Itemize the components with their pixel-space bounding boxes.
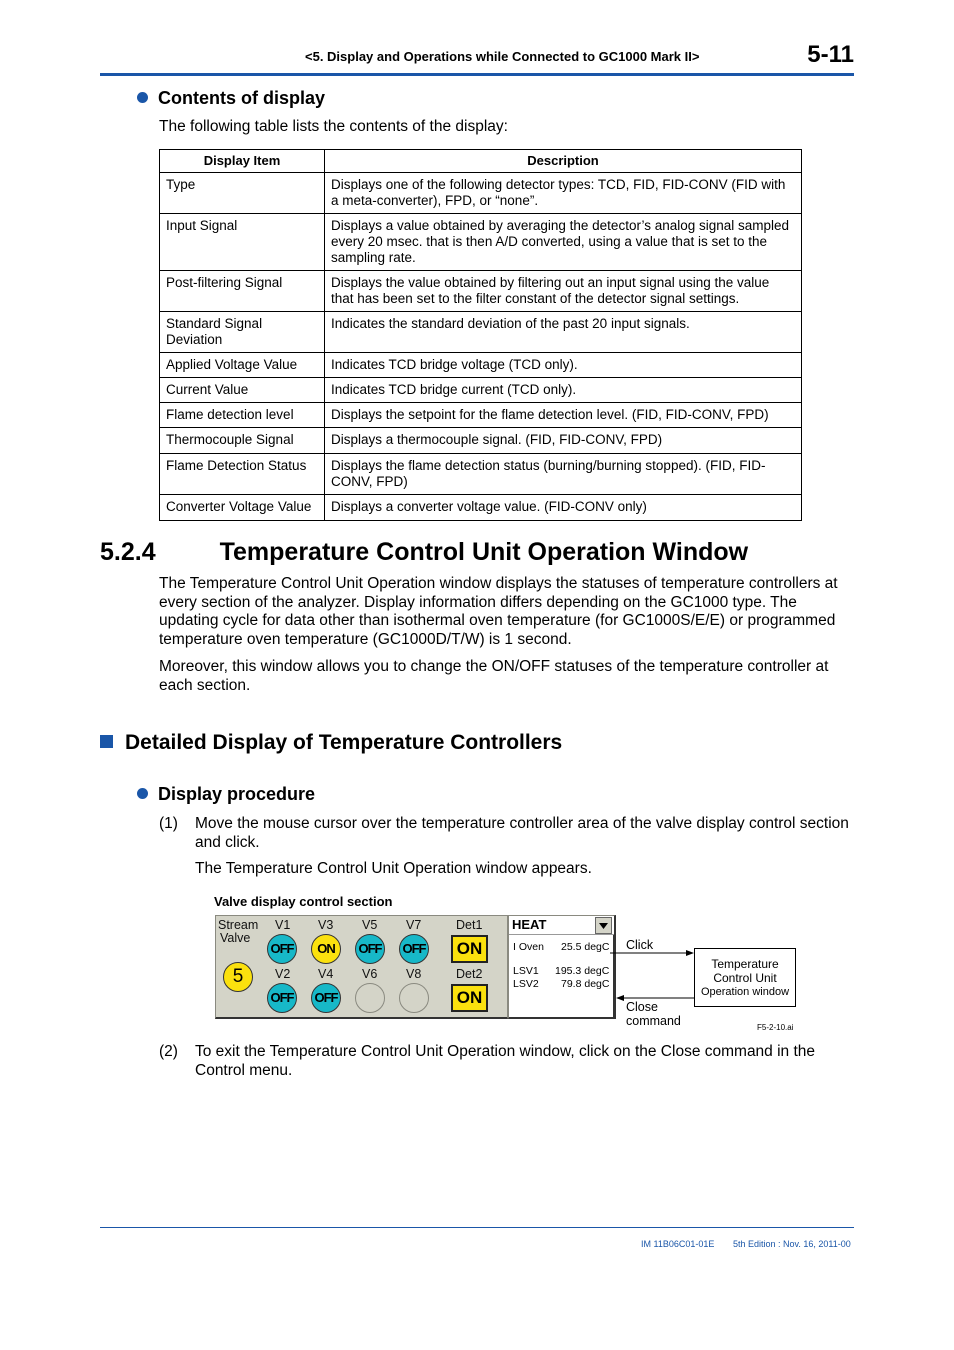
table-header-row	[160, 150, 802, 173]
valve-v3-button[interactable]: ON	[311, 934, 341, 964]
contents-intro: The following table lists the contents of the display:	[159, 118, 508, 135]
valve-v8-label: V8	[406, 967, 422, 981]
contents-table	[159, 149, 802, 521]
table-row	[160, 454, 802, 495]
step-1-text: Move the mouse cursor over the temperature controller area of the valve display control section and click.	[195, 815, 849, 851]
row-description: Indicates the standard deviation of the past 20 input signals.	[325, 312, 802, 353]
mode-select-value: HEAT	[512, 917, 547, 932]
table-row	[160, 214, 802, 271]
det2-label: Det2	[456, 967, 483, 981]
tc-row-name: LSV1	[513, 965, 539, 977]
det1-button[interactable]: ON	[451, 935, 488, 963]
section-title: 5.2.4 Temperature Control Unit Operation Window	[100, 538, 749, 566]
tc-row-value: 195.3 degC	[555, 965, 610, 977]
tc-row-name: LSV2	[513, 978, 539, 990]
running-header: <5. Display and Operations while Connected to GC1000 Mark II>	[305, 49, 700, 64]
table-row	[160, 312, 802, 353]
table-row	[160, 353, 802, 378]
tc-row-value: 79.8 degC	[561, 978, 610, 990]
row-description: Indicates TCD bridge voltage (TCD only).	[325, 353, 802, 378]
valve-v8-button[interactable]	[399, 983, 429, 1013]
square-bullet-icon	[100, 735, 113, 748]
row-item: Converter Voltage Value	[160, 495, 325, 521]
operation-window-box: Temperature Control Unit Operation window	[694, 948, 796, 1007]
det2-button[interactable]: ON	[451, 984, 488, 1012]
valve-v1-label: V1	[275, 918, 291, 932]
row-description: Displays the setpoint for the flame detection level. (FID, FID-CONV, FPD)	[325, 403, 802, 428]
bullet-icon	[137, 92, 148, 103]
valve-v6-button[interactable]	[355, 983, 385, 1013]
document-id: IM 11B06C01-01E	[641, 1239, 715, 1249]
valve-v7-button[interactable]: OFF	[399, 934, 429, 964]
row-item: Current Value	[160, 378, 325, 403]
table-row	[160, 428, 802, 454]
close-label-1: Close	[626, 1000, 658, 1014]
row-description: Displays the flame detection status (burning/burning stopped). (FID, FID-CONV, FPD)	[325, 454, 802, 495]
valve-v4-label: V4	[318, 967, 334, 981]
valve-label: Valve	[220, 931, 251, 945]
row-description: Displays a value obtained by averaging the detector’s analog signal sampled every 20 msec. that is then A/D converted, using a value that is set to the sampling rate.	[325, 214, 802, 271]
table-row	[160, 378, 802, 403]
valve-v5-button[interactable]: OFF	[355, 934, 385, 964]
valve-v2-label: V2	[275, 967, 291, 981]
step-2-number: (2)	[159, 1043, 178, 1060]
valve-v5-label: V5	[362, 918, 378, 932]
step-1-number: (1)	[159, 815, 178, 832]
det1-label: Det1	[456, 918, 483, 932]
edition-info: 5th Edition : Nov. 16, 2011-00	[733, 1239, 851, 1249]
step-1-result: The Temperature Control Unit Operation window appears.	[195, 860, 592, 877]
row-item: Applied Voltage Value	[160, 353, 325, 378]
row-description: Displays the value obtained by filtering out an input signal using the value that has been set to the filter constant of the detector signal settings.	[325, 271, 802, 312]
valve-v3-label: V3	[318, 918, 334, 932]
section-para-2: Moreover, this window allows you to change the ON/OFF statuses of the temperature controller at each section.	[159, 658, 829, 694]
row-item: Input Signal	[160, 214, 325, 271]
row-description: Displays a converter voltage value. (FID-CONV only)	[325, 495, 802, 521]
column-header-description: Description	[325, 150, 802, 173]
valve-v2-button[interactable]: OFF	[267, 983, 297, 1013]
figure-file-id: F5-2-10.ai	[757, 1023, 794, 1032]
bullet-icon	[137, 788, 148, 799]
row-item: Standard Signal Deviation	[160, 312, 325, 353]
footer-rule	[100, 1227, 854, 1228]
contents-heading: Contents of display	[137, 88, 325, 109]
row-item: Thermocouple Signal	[160, 428, 325, 454]
valve-v6-label: V6	[362, 967, 378, 981]
click-label: Click	[626, 938, 654, 952]
row-description: Displays a thermocouple signal. (FID, FID-CONV, FPD)	[325, 428, 802, 454]
row-item: Flame detection level	[160, 403, 325, 428]
row-description: Indicates TCD bridge current (TCD only).	[325, 378, 802, 403]
detailed-heading: Detailed Display of Temperature Controllers	[100, 731, 562, 755]
row-item: Flame Detection Status	[160, 454, 325, 495]
tc-row-name: I Oven	[513, 941, 544, 953]
table-row	[160, 495, 802, 521]
table-row	[160, 403, 802, 428]
step-2-text: To exit the Temperature Control Unit Operation window, click on the Close command in the Control menu.	[195, 1043, 816, 1079]
figure-caption: Valve display control section	[214, 894, 393, 909]
column-header-item: Display Item	[160, 150, 325, 173]
valve-v1-button[interactable]: OFF	[267, 934, 297, 964]
header-rule	[100, 73, 854, 76]
table-row	[160, 173, 802, 214]
procedure-heading: Display procedure	[137, 784, 315, 805]
stream-number[interactable]: 5	[223, 962, 253, 992]
page-number: 5-11	[807, 41, 854, 68]
valve-v7-label: V7	[406, 918, 422, 932]
tc-row-value: 25.5 degC	[561, 941, 610, 953]
stream-label: Stream	[218, 918, 259, 932]
section-para-1: The Temperature Control Unit Operation window displays the statuses of temperature controllers at every section of the analyzer. Display information differs depending on the GC1000 type. The updating cycle for data other than isothermal oven temperature (for GC1000S/E/E) or programmed temperature oven temperature (GC1000D/T/W) is 1 second.	[159, 575, 838, 648]
row-item: Post-filtering Signal	[160, 271, 325, 312]
valve-v4-button[interactable]: OFF	[311, 983, 341, 1013]
row-item: Type	[160, 173, 325, 214]
row-description: Displays one of the following detector types: TCD, FID, FID-CONV (FID with a meta-converter), FPD, or “none”.	[325, 173, 802, 214]
table-row	[160, 271, 802, 312]
close-label-2: command	[626, 1014, 681, 1028]
